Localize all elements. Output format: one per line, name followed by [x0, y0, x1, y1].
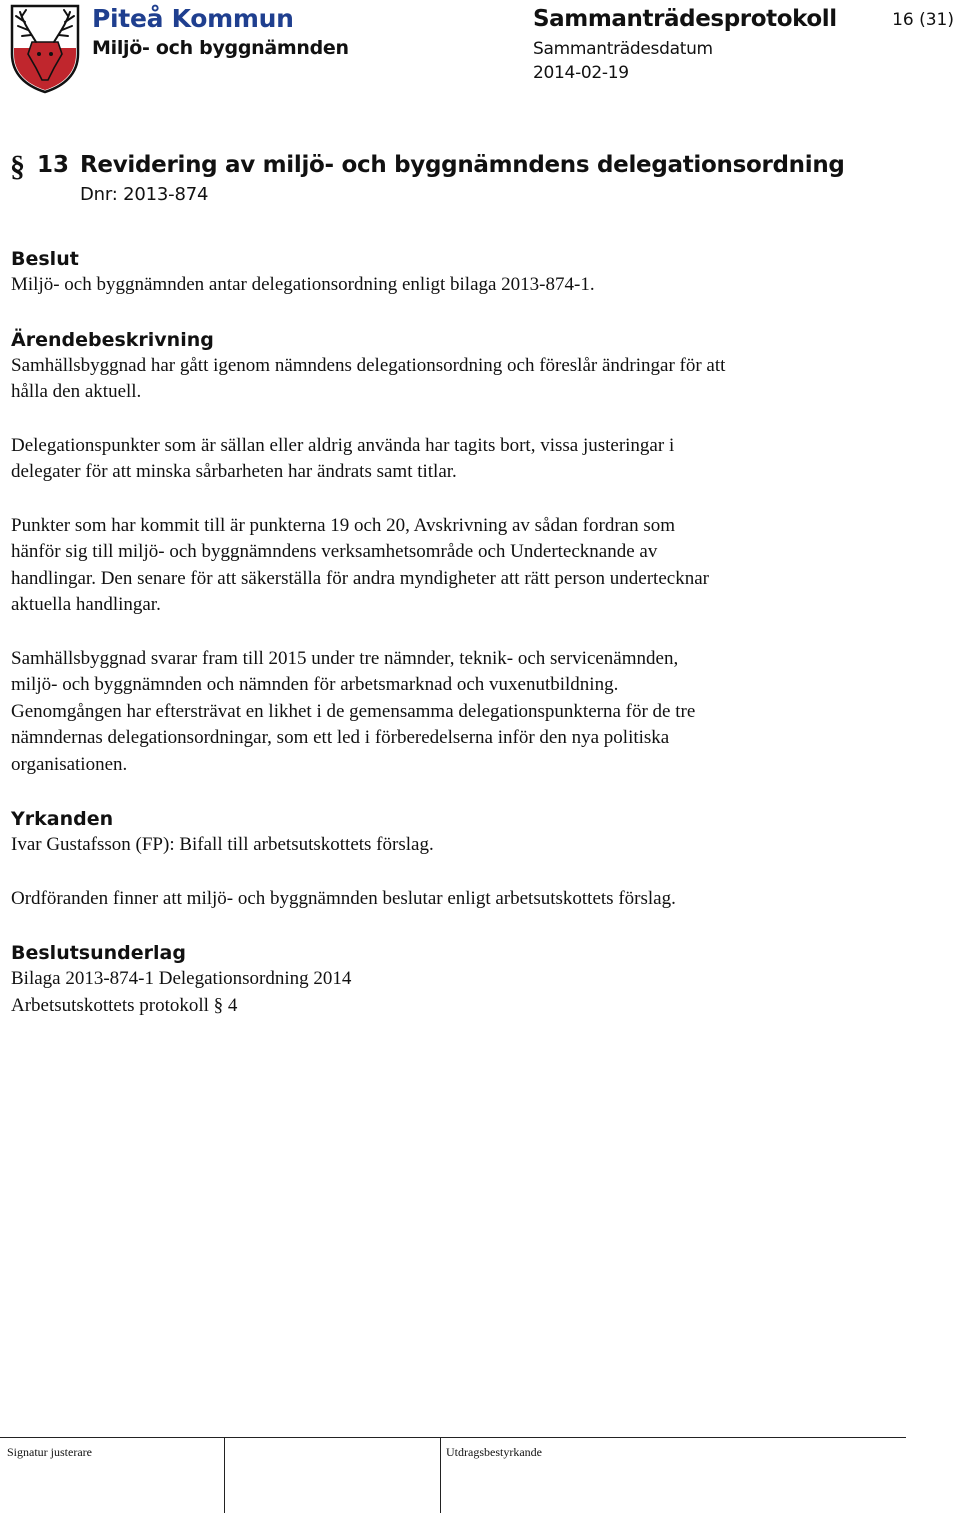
meeting-date-label: Sammanträdesdatum: [533, 39, 713, 59]
yrkanden-text: [11, 832, 911, 859]
text-line: Samhällsbyggnad har gått igenom nämndens delegationsordning och föreslår ändringar för att: [11, 354, 726, 376]
beslut-text: [11, 272, 911, 299]
text-line: hålla den aktuell.: [11, 381, 142, 402]
list-item-paragraph-ref: § 4: [213, 994, 238, 1016]
footer-column-divider: [224, 1437, 225, 1513]
text-line: aktuella handlingar.: [11, 594, 161, 615]
text-line: delegater för att minska sårbarheten har ändrats samt titlar.: [11, 461, 457, 482]
paragraph: [11, 513, 911, 619]
text-line: Genomgången har eftersträvat en likhet i de gemensamma delegationspunkterna för de tre: [11, 700, 696, 722]
ordforande-text: [11, 886, 911, 913]
beslut-heading: Beslut: [11, 248, 79, 270]
text-line: Samhällsbyggnad svarar fram till 2015 under tre nämnder, teknik- och servicenämnden,: [11, 647, 679, 669]
beslutsunderlag-list: [11, 966, 911, 1019]
paragraph: [11, 646, 911, 779]
text-line: Miljö- och byggnämnden antar delegationsordning enligt bilaga 2013-874-1.: [11, 274, 595, 295]
section-number: 13: [37, 152, 70, 178]
paragraph: [11, 353, 911, 406]
committee-name: Miljö- och byggnämnden: [92, 37, 349, 59]
footer-column-divider: [440, 1437, 441, 1513]
footer-divider: [0, 1437, 906, 1438]
section-sign: §: [10, 150, 25, 183]
paragraph: [11, 433, 911, 486]
text-line: nämndernas delegationsordningar, som ett led i förberedelserna inför den nya politiska: [11, 727, 670, 748]
case-number: Dnr: 2013-874: [80, 184, 209, 205]
page-number: 16 (31): [892, 10, 954, 30]
protocol-title: Sammanträdesprotokoll: [533, 6, 837, 32]
arendebeskrivning-heading: Ärendebeskrivning: [11, 328, 214, 351]
text-line: miljö- och byggnämnden och nämnden för arbetsmarknad och vuxenutbildning.: [11, 674, 619, 695]
text-line: Ivar Gustafsson (FP): Bifall till arbetsutskottets förslag.: [11, 834, 434, 855]
utdragsbestyrkande-label: Utdragsbestyrkande: [446, 1445, 542, 1459]
text-line: hänför sig till miljö- och byggnämndens verksamhetsområde och Undertecknande av: [11, 541, 658, 562]
text-line: Ordföranden finner att miljö- och byggnämnden beslutar enligt arbetsutskottets förslag.: [11, 887, 676, 909]
coat-of-arms-logo: [8, 2, 82, 94]
organization-name: Piteå Kommun: [92, 4, 294, 33]
list-item: Bilaga 2013-874-1 Delegationsordning 2014: [11, 968, 352, 989]
signature-footer: [0, 1437, 960, 1516]
signature-justerare-label: Signatur justerare: [7, 1445, 92, 1459]
reindeer-coat-of-arms-icon: [8, 2, 82, 94]
text-line: Delegationspunkter som är sällan eller aldrig använda har tagits bort, vissa justeringar i: [11, 434, 675, 456]
document-body: [11, 246, 911, 1019]
yrkanden-heading: Yrkanden: [11, 808, 114, 830]
list-item-text: Arbetsutskottets protokoll: [11, 994, 209, 1016]
text-line: handlingar. Den senare för att säkerställa för andra myndigheter att rätt person undertecknar: [11, 567, 709, 589]
text-line: organisationen.: [11, 753, 128, 775]
list-item: [11, 993, 911, 1020]
meeting-date-value: 2014-02-19: [533, 63, 629, 83]
text-line: Punkter som har kommit till är punkterna 19 och 20, Avskrivning av sådan fordran som: [11, 514, 676, 536]
beslutsunderlag-heading: Beslutsunderlag: [11, 942, 186, 964]
section-title: Revidering av miljö- och byggnämndens delegationsordning: [80, 152, 845, 178]
